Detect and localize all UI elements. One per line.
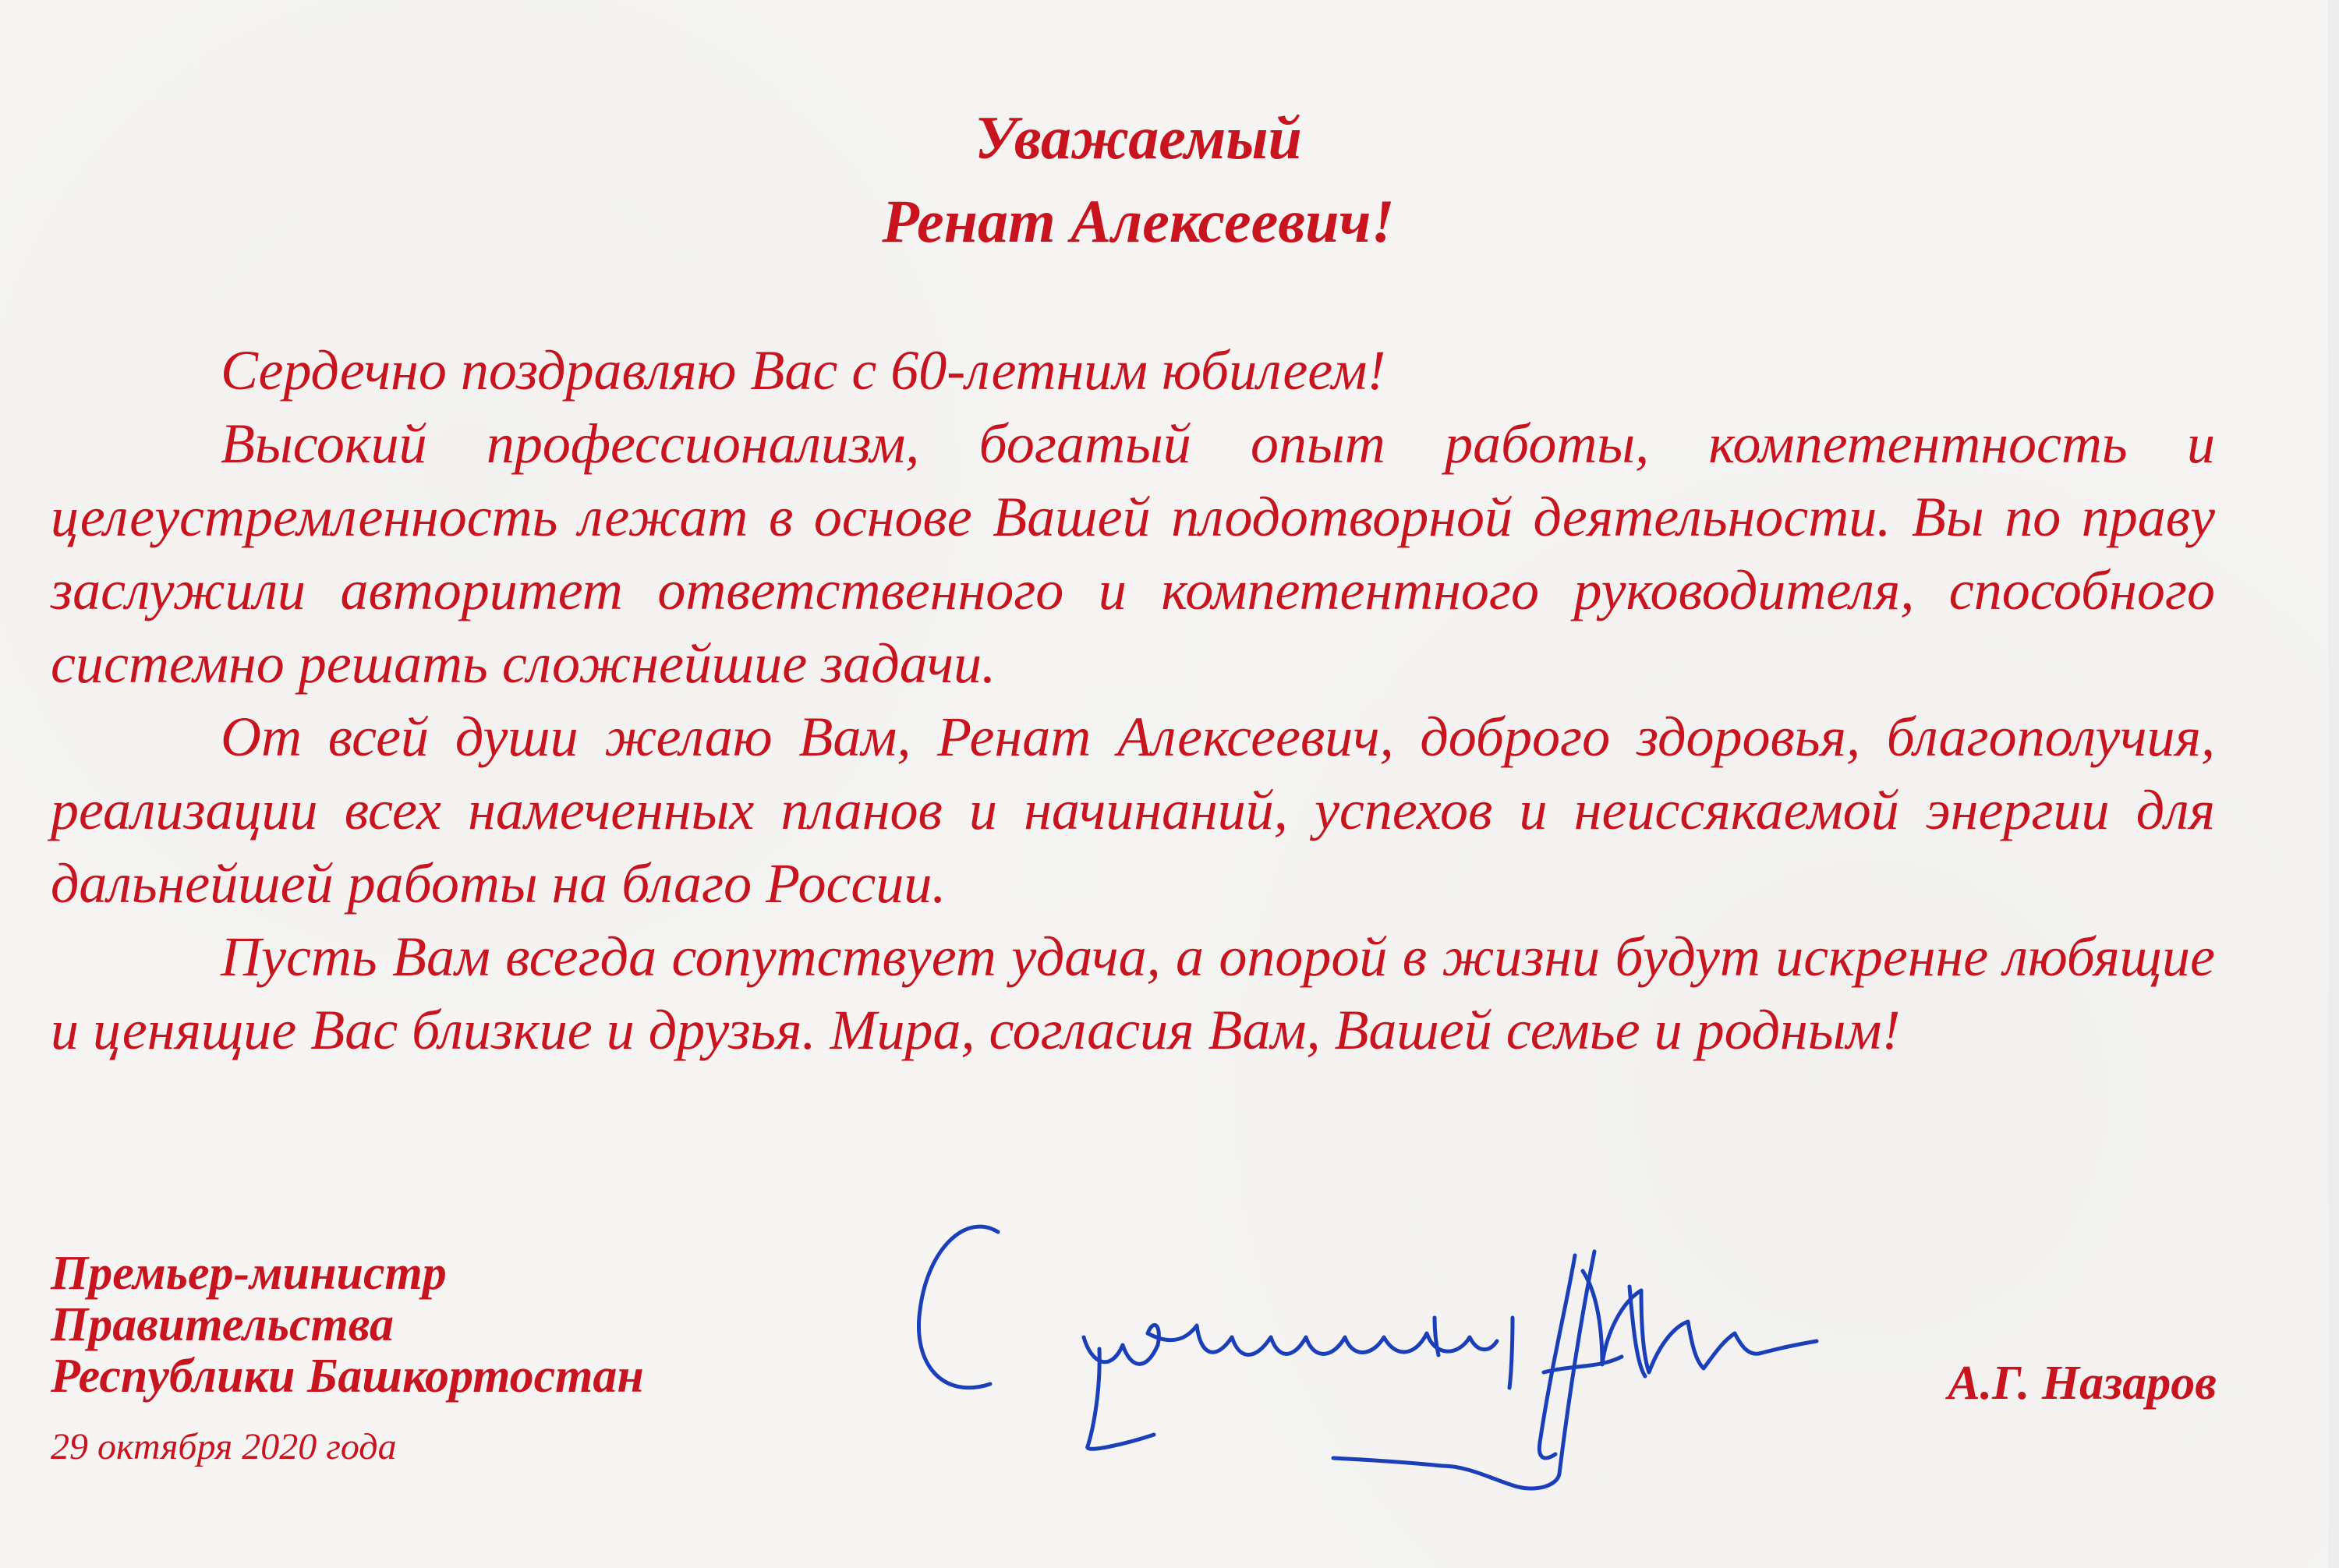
signer-title [51, 1248, 644, 1402]
handwritten-signature [897, 1177, 1910, 1505]
letter-date: 29 октября 2020 года [51, 1426, 397, 1467]
signer-name: А.Г. Назаров [1948, 1357, 2217, 1410]
paragraph-greeting: Сердечно поздравляю Вас с 60-летним юбилеем! [221, 339, 1386, 402]
letter-body [51, 334, 2215, 1067]
paper-edge [2328, 0, 2339, 1568]
salutation-line-2: Ренат Алексеевич! [882, 187, 1395, 255]
paragraph-wishes: От всей души желаю Вам, Ренат Алексеевич, доброго здоровья, благополучия, реализации всех намеченных планов и начинаний, успехов и неиссякаемой энергии для дальнейшей работы на благо России. [51, 706, 2215, 915]
signer-title-line-3: Республики Башкортостан [51, 1350, 644, 1403]
salutation-line-1: Уважаемый [975, 104, 1302, 172]
paragraph-closing: Пусть Вам всегда сопутствует удача, а опорой в жизни будут искренне любящие и ценящие Вас близкие и друзья. Мира, согласия Вам, Вашей семье и родным! [51, 926, 2215, 1061]
signer-title-line-2: Правительства [51, 1298, 394, 1351]
paragraph-professionalism: Высокий профессионализм, богатый опыт работы, компетентность и целеустремленность лежат в основе Вашей плодотворной деятельности. Вы по праву заслужили авторитет ответственного и компетентного руководителя, способного системно решать сложнейшие задачи. [51, 412, 2215, 695]
signer-title-line-1: Премьер-министр [51, 1247, 447, 1300]
